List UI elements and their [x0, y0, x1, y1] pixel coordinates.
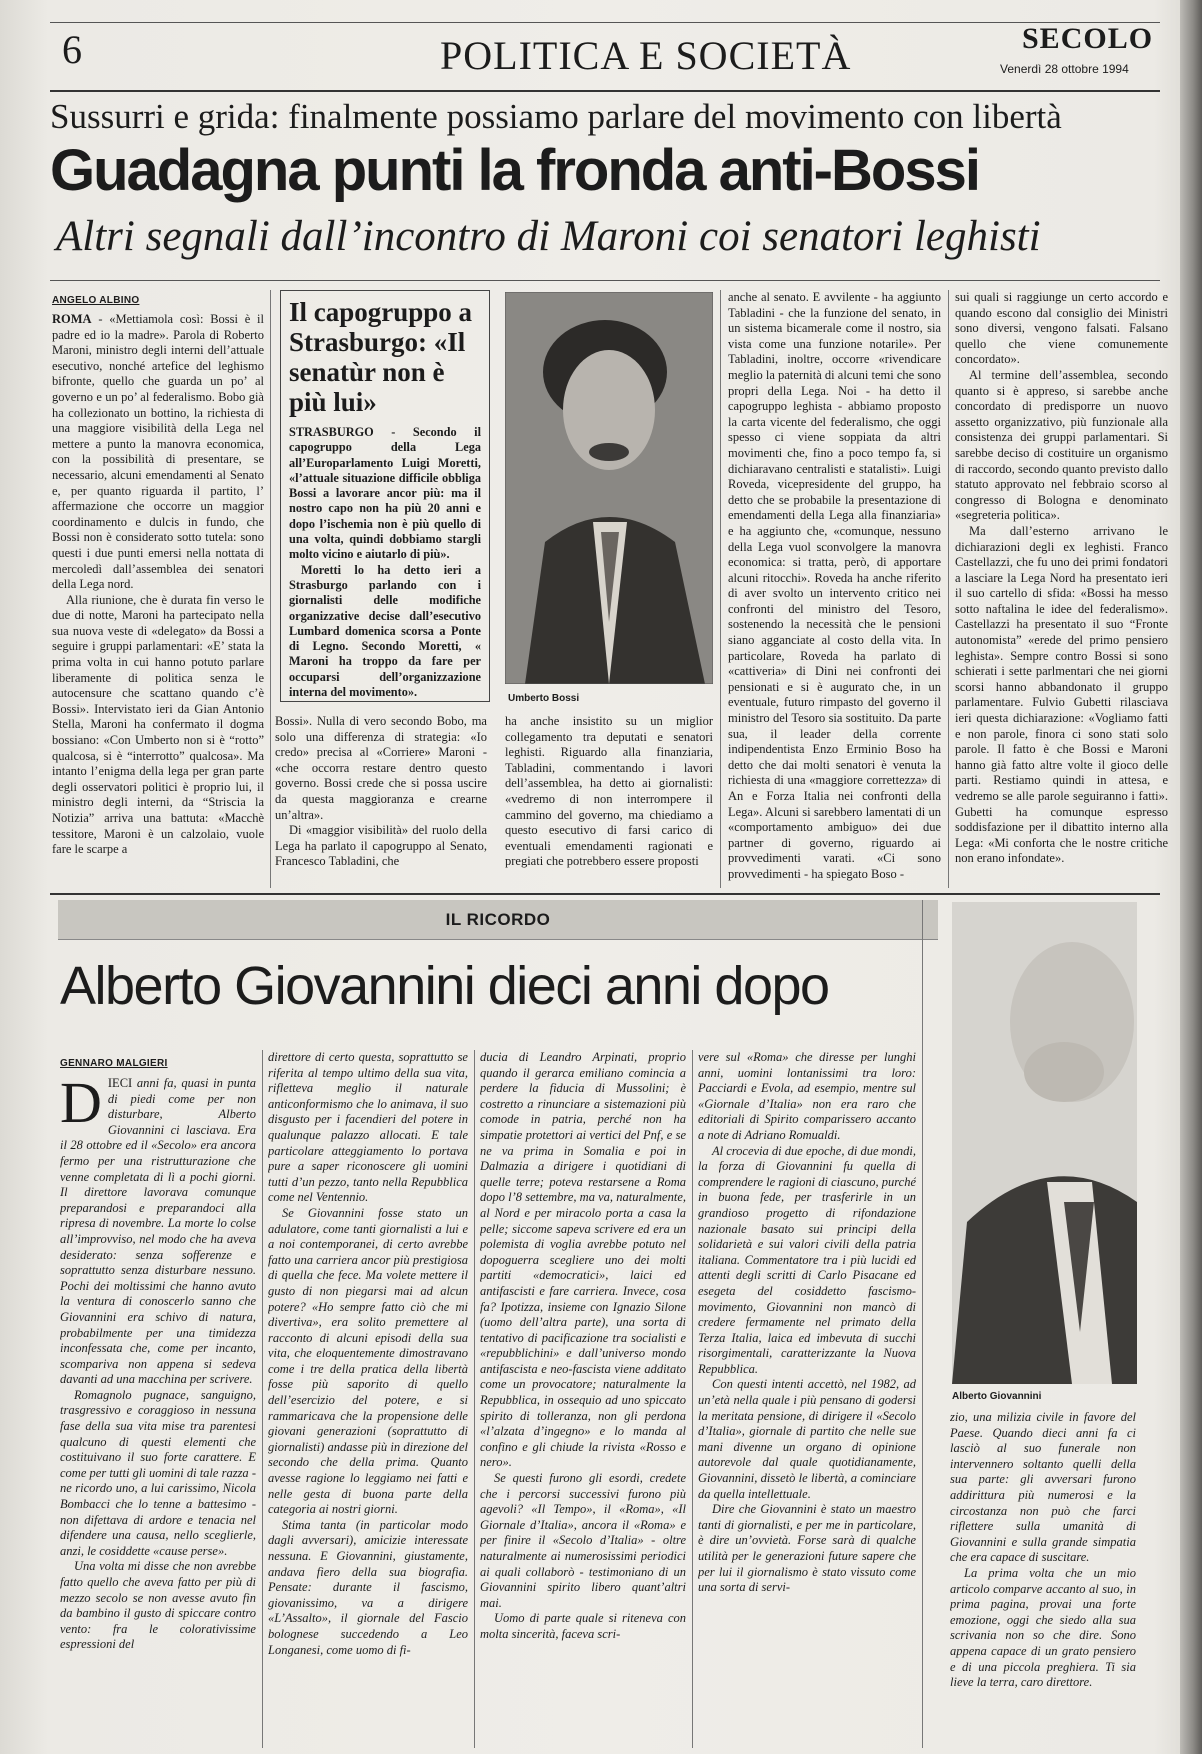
ricordo-column-2: [268, 1050, 468, 1748]
ricordo-paragraph: Stima tanta (in particolar modo dagli avversari), amicizie interessate nessuna. E Giovannini, giustamente, andava fiero della sua biografia. Pensate: durante il fascismo, giovanissimo, va a dirigere «L’Assalto», il giornale del Fascio bolognese succedendo a Leo Longanesi, come uomo di fi-: [268, 1517, 468, 1657]
masthead-logo: SECOLO: [1022, 22, 1154, 55]
ricordo-paragraph: Una volta mi disse che non avrebbe fatto quello che aveva fatto per più di mezzo secolo se non avesse avuto fin da bambino il gusto di spiccare contro vento: fra le colorativissime espressioni del: [60, 1559, 256, 1652]
page-number: 6: [62, 27, 82, 72]
portrait-placeholder-icon: [952, 902, 1137, 1384]
article-paragraph: anche al senato. E avvilente - ha aggiunto Tabladini - che la funzione del senato, in un sistema bicamerale come il nostro, sia vista come una funzione notarile». Per Tabladini, inoltre, occorre «rivendicare meglio la paternità di alcuni temi che sono propri della Lega. Noi - ha detto il capogruppo leghista - abbiamo proposto la carta vicente del federalismo, che oggi spesso ci viene soppiata da altri movimenti che, fino a poco tempo fa, si dichiaravano centralisti e statalisti». Luigi Roveda, vicepresidente del gruppo, ha detto che se probabile la presentazione di emendamenti della Lega alla finanziaria» e ha aggiunto che, «comunque, nessuno della Lega vuol sconvolgere la manovra economica: si tratta, però, di apportare alcuni ritocchi». Roveda ha anche riferito di aver svolto un intervento critico nei confronti del ministro del Tesoro, sostenendo la necessità che le pensioni siano agganciate al costo della vita. In particolare, Roveda ha parlato di «cattiveria» di Dini nei confronti dei pensionati e si è augurato che, in un eventuale, futuro rimpasto del governo il ministro del Tesoro sia sostituito. Da parte sua, il leader della corrente indipendentista Enzo Erminio Boso ha detto che dai molti senatori è venuta la richiesta di una «maggiore correttezza» di An e Forza Italia nei confronti della Lega». Alcuni si sarebbero lamentati di un «comportamento ambiguo» dei due partner di governo, riguardo ai provvedimenti varati. «Ci sono provvedimenti - ha spiegato Boso -: [728, 290, 941, 881]
ricordo-paragraph: Dire che Giovannini è stato un maestro tanti di giornalisti, e per me in particolare, è dire un’ovvietà. Forse sarà di qualche utilità per le generazioni future sapere che per lui il giornalismo è stato vissuto come una sorta di servi-: [698, 1502, 916, 1595]
ricordo-band: [58, 900, 938, 940]
ricordo-column-3: [480, 1050, 686, 1748]
ricordo-paragraph: vere sul «Roma» che diresse per lunghi anni, uomini lontanissimi tra loro: Pacciardi e Evola, ad esempio, mentre sul «Giornale d’Italia» non era raro che editoriali di Spirito comparissero accanto a note di Adriano Romualdi.: [698, 1050, 916, 1142]
ricordo-paragraph: Al crocevia di due epoche, di due mondi, la forza di Giovannini fu quella di comprendere le ragioni di ciascuno, purché in buona fede, per trasferirle in un grandioso progetto di rifondazione nazionale basato sui principi della solidarietà e sui valori civili della patria italiana. Commentatore tra i più lucidi ed attenti degli scritti di Carlo Pisacane ed esegeta del cosiddetto fascismo-movimento, Giovannini non mancò di credere fermamente nel primato della Terza Italia, laica ed imbevuta di succhi risorgimentali, caratterizzante la Nuova Repubblica.: [698, 1143, 916, 1376]
ricordo-paragraph: Se Giovannini fosse stato un adulatore, come tanti giornalisti a lui e a noi contemporanei, di certo avrebbe fatto una carriera ancor più prestigiosa di quella che fece. Ma volete mettere il gusto di non piegarsi mai ad alcun potere? «Ho sempre fatto ciò che mi divertiva», era solito premettere al racconto di alcuni episodi della sua vita, che eloquentemente dimostravano come i tre della pratica della libertà fosse più saporito di quello dell’esercizio del potere, e si rammaricava che la propensione delle giovani generazioni (soprattutto di giornalisti) andasse più in direzione del secondo che della prima. Quanto avesse ragione lo leggiamo nei fatti e nelle gesta di buona parte della categoria ai nostri giorni.: [268, 1205, 468, 1517]
article-column-2: [275, 714, 487, 889]
article-paragraph: ha anche insistito su un miglior collegamento tra deputati e senatori leghisti. Riguardo alla finanziaria, Tabladini, commentando i lavori dell’assemblea, ha detto ai giornalisti: «vedremo di non interrompere il cammino del governo, ma chiediamo a questo esecutivo di farsi carico di eventuali emendamenti ragionati e pregiati che potrebbero essere proposti: [505, 714, 713, 869]
photo-umberto-bossi: [505, 292, 713, 684]
ricordo-paragraph: direttore di certo questa, soprattutto se riferita al tempo ultimo della sua vita, rifletteva meglio il naturale anticonformismo che lo animava, il suo disgusto per i facendieri del potere in qualunque palazzo allocati. E tale particolare atteggiamento lo portava pure a saper riconoscere gli uomini tutti d’un pezzo, tanto nella Repubblica come nel Ventennio.: [268, 1050, 468, 1205]
article-paragraph: Di «maggior visibilità» del ruolo della Lega ha parlato il capogruppo al Senato, Francesco Tabladini, che: [275, 823, 487, 869]
article-paragraph: Al termine dell’assemblea, secondo quanto si è appreso, si sarebbe anche concordato di predisporre un nuovo assetto organizzativo, più funzionale alla consistenza dei gruppi parlamentari. Si sarebbe deciso di costituire un organismo di raccordo, secondo quanto previsto dallo statuto approvato nel febbraio scorso al congresso di Bologna e denominato «segreteria politica».: [955, 367, 1168, 523]
ricordo-paragraph: ducia di Leandro Arpinati, proprio quando il gerarca emiliano comincia a perdere la fiducia di Mussolini; è costretto a rinunciare a sistemazioni più comode in patria, perché non ha simpatie protettori ai vertici del Pnf, e se ne va prima in Somalia e poi in Dalmazia a dirigere i quotidiani di quelle terre; poteva restarsene a Roma dopo l’8 settembre, ma va, naturalmente, al Nord e per miracolo porta a casa la pelle; siccome sapeva scrivere ed era un polemista di voglia avrebbe potuto nel dopoguerra scegliere uno dei molti partiti «democratici», laici ed antifascisti e fare carriera. Invece, cosa fa? Ipotizza, insieme con Ignazio Silone (uomo dell’altra parte), una sorta di tentativo di pacificazione tra socialisti e «repubblichini» e dall’universo mondo antifascista e neo-fascista viene additato come un provocatore; naturalmente la Repubblica, in ossequio ad uno spiccato spirito di tolleranza, non gli perdona «l’alzata d’ingegno» e lo manda al confino e gli chiude la rivista «Rosso e nero».: [480, 1050, 686, 1470]
ricordo-column-1: [60, 1076, 256, 1748]
page-edge-shadow: [1180, 0, 1202, 1754]
article-paragraph: Alla riunione, che è durata fin verso le due di notte, Maroni ha partecipato nella sua nuova veste di «delegato» da Bossi a seguire i gruppi parlamentari: «E’ stata la prima volta in cui hanno potuto parlare liberamente di politica senza le autocensure che scattano quando c’è Bossi». Intervistato ieri da Gian Antonio Stella, Maroni ha confermato il dogma bossiano: «Con Umberto non si è “rotto” qualcosa, si è “interrotto” qualcosa». Ma intanto l’enigma della lega per gran parte degli osservatori politici è proprio lui, il ministro degli interni, da “Striscia la Notizia” arriva una battuta: «Macchè tessitore, Maroni è un calzolaio, vuole fare le scarpe a: [52, 592, 264, 857]
column-divider: [692, 1050, 693, 1748]
box-paragraph: STRASBURGO - Secondo il capogruppo della Lega all’Europarlamento Luigi Moretti, «l’attuale situazione difficile obbliga Bossi a lavorare ancor più: ma il nostro capo non ha più 20 anni e dopo l’ischemia non è più quello di una volta, quindi dobbiamo stargli molto vicino e aiutarlo di più».: [289, 425, 481, 562]
headline-rule: [50, 280, 1160, 281]
header-bottom-rule: [50, 90, 1160, 92]
drop-cap: D: [60, 1076, 102, 1135]
article-headline: Guadagna punti la fronda anti-Bossi: [50, 138, 979, 203]
paragraph-text: - «Mettiamola così: Bossi è il padre ed io la madre». Parola di Roberto Maroni, ministro degli interni dell’attuale esecutivo, nonché artefice del leghismo bifronte, quello che guarda un po’ al governo e un po’ al federalismo. Bobo già ha collezionato un bottino, la richiesta di una maggiore visibilità della Lega nel mettere a punto la manovra economica, con la possibilità di presentare, se necessario, alcuni emendamenti al Senato e, per quanto riguarda il partito, l’ affermazione che occorre un maggior coordinamento e dulcis in fundo, che Bossi non è considerato sotto tutela: sono questi i due punti emersi nella nottata di mercoledì dall’assemblea dei senatori della Lega nord.: [52, 312, 264, 592]
ricordo-paragraph: Romagnolo pugnace, sanguigno, trasgressivo e coraggioso in nessuna fase della sua vita mise tra parentesi qualcuno di questi elementi che costituivano il suo forte carattere. E come per tutti gli uomini di tale razza - ne ricordo uno, a lui carissimo, Nicola Bombacci che lo tenne a battesimo - non difettava di ardore e tenacia nel difendere una causa, nello sceglierle, anzi, le cosiddette «cause perse».: [60, 1387, 256, 1558]
section-rest: OLITICA E SOCIETÀ: [463, 33, 852, 78]
ricordo-paragraph: [60, 1076, 256, 1388]
first-word: IECI: [107, 1076, 133, 1090]
sidebar-box: [280, 290, 490, 702]
article-kicker: Sussurri e grida: finalmente possiamo parlare del movimento con libertà: [50, 97, 1062, 136]
article-column-3: [505, 714, 713, 889]
photo-alberto-giovannini: [952, 902, 1137, 1384]
column-divider: [474, 1050, 475, 1748]
ricordo-paragraph: zio, una milizia civile in favore del Paese. Quando dieci anni fa ci lasciò al suo funerale non intervennero soltanto quelli della sua parte: gli avversari furono addirittura più numerosi e la circostanza non può che farci riflettere sulla umanità di Giovannini e sulla grande simpatia che era capace di suscitare.: [950, 1410, 1136, 1565]
article-byline: ANGELO ALBINO: [52, 295, 140, 306]
column-divider: [270, 290, 271, 888]
photo-caption: Alberto Giovannini: [952, 1391, 1042, 1402]
ricordo-paragraph: Uomo di parte quale si riteneva con molta sincerità, faceva scri-: [480, 1611, 686, 1641]
ricordo-paragraph: Se questi furono gli esordi, credete che i percorsi successivi furono più agevoli? «Il Tempo», il «Roma», «Il Giornale d’Italia», ancora il «Roma» e per finire il «Secolo d’Italia» - oltre naturalmente ai numerosissimi periodici ai quali collaborò - testimoniano di un Giovannini spirito libero quant’altri mai.: [480, 1471, 686, 1610]
box-paragraph: Moretti lo ha detto ieri a Strasburgo parlando con i giornalisti delle modifiche organizzative decise dall’esecutivo Lumbard domenica scorsa a Ponte di Legno. Secondo Moretti, « Maroni ha troppo da fare per occuparsi dell’organizzazione interna del movimento».: [289, 562, 481, 700]
ricordo-paragraph: Con questi intenti accettò, nel 1982, ad un’età nella quale i più pensano di godersi la meritata pensione, di dirigere il «Secolo d’Italia», giornale di partito che nelle sue mani divenne un organo di opinione autorevole dal quale quotidianamente, Giovannini, dissetò le libertà, a cominciare da quella intellettuale.: [698, 1377, 916, 1501]
ricordo-column-5: [950, 1410, 1136, 1748]
article-paragraph: sui quali si raggiunge un certo accordo e quando escono dal consiglio dei Ministri sono diversi, vengono falsati. Falsano quello che viene comunemente concordato».: [955, 290, 1168, 367]
ricordo-byline: GENNARO MALGIERI: [60, 1058, 168, 1069]
article-subhead: Altri segnali dall’incontro di Maroni coi senatori leghisti: [56, 213, 1041, 260]
article-paragraph: Bossi». Nulla di vero secondo Bobo, ma solo una differenza di strategia: «Io credo» precisa al «Corriere» Maroni - «che occorra restare dentro questo governo. Bossi crede che si possa uscire da questa maggioranza e crearne un’altra».: [275, 714, 487, 822]
section-title: [440, 32, 851, 79]
ricordo-title: Alberto Giovannini dieci anni dopo: [60, 956, 829, 1016]
header-top-rule: [50, 22, 1160, 23]
ricordo-label: IL RICORDO: [445, 910, 551, 929]
box-text: [289, 425, 481, 700]
box-title: Il capogruppo a Strasburgo: «Il senatùr non è più lui»: [289, 297, 473, 417]
article-column-4: [728, 290, 941, 888]
article-column-1: [52, 312, 264, 887]
article-column-5: [955, 290, 1168, 888]
issue-date: Venerdì 28 ottobre 1994: [1000, 62, 1129, 76]
section-divider-rule: [50, 893, 1160, 895]
column-divider: [922, 900, 923, 1748]
column-divider: [720, 290, 721, 888]
paragraph-text: anni fa, quasi in punta di piedi come per non disturbare, Alberto Giovannini ci lasciava. Era il 28 ottobre ed il «Secolo» era ancora fermo per una ristrutturazione che venne completata di lì a pochi giorni. Il direttore lavorava comunque preparandosi e preparandoci alla ripresa di novembre. La morte lo colse all’improvviso, nel modo che ha aveva desiderato: senza sofferenze e soprattutto senza disturbare nessuno. Pochi dei moltissimi che hanno avuto la ventura di conoscerlo sanno che Giovannini era schivo di natura, probabilmente per una timidezza inconfessata che, come per incanto, scompariva non appena si sedeva davanti ad una macchina per scrivere.: [60, 1076, 256, 1387]
ricordo-column-4: [698, 1050, 916, 1748]
section-initial: P: [440, 33, 464, 78]
photo-caption: Umberto Bossi: [508, 693, 580, 704]
dateline: ROMA: [52, 312, 92, 326]
article-paragraph: Ma dall’esterno arrivano le dichiarazioni degli ex leghisti. Franco Castellazzi, che fu uno dei primi fondatori a lasciare la Lega Nord ha presentato ieri il suo cartello di sfida: «Bossi ha messo sotto naftalina le idee del federalismo». Castellazzi ha presentato il suo “Fronte autonomista” «erede del primo pensiero leghista». Sempre contro Bossi si sono schierati i sette parlmentari che nei giorni scorsi hanno abbandonato il gruppo parlamentare. Fulvio Gubetti rilasciava ieri questa dichiarazione: «Vogliamo fatti e non parole, finora ci sono stati solo parole. Il fatto è che Bossi e Maroni hanno già fatto altre volte il gioco delle parti. Restiamo quindi in attesa, e vedremo se alle parole seguiranno i fatti». Gubetti ha comunque espresso soddisfazione per il dibattito interno alla Lega: «Mi conforta che le nostre critiche non erano infondate».: [955, 523, 1168, 866]
column-divider: [262, 1050, 263, 1748]
ricordo-paragraph: La prima volta che un mio articolo comparve accanto al suo, in prima pagina, provai una forte emozione, oggi che siedo alla sua scrivania non so che dire. Sono appena capace di un grato pensiero e di una piccola preghiera. Ti sia lieve la terra, caro direttore.: [950, 1565, 1136, 1690]
portrait-placeholder-icon: [505, 292, 713, 684]
column-divider: [948, 290, 949, 888]
article-paragraph: [52, 312, 264, 593]
